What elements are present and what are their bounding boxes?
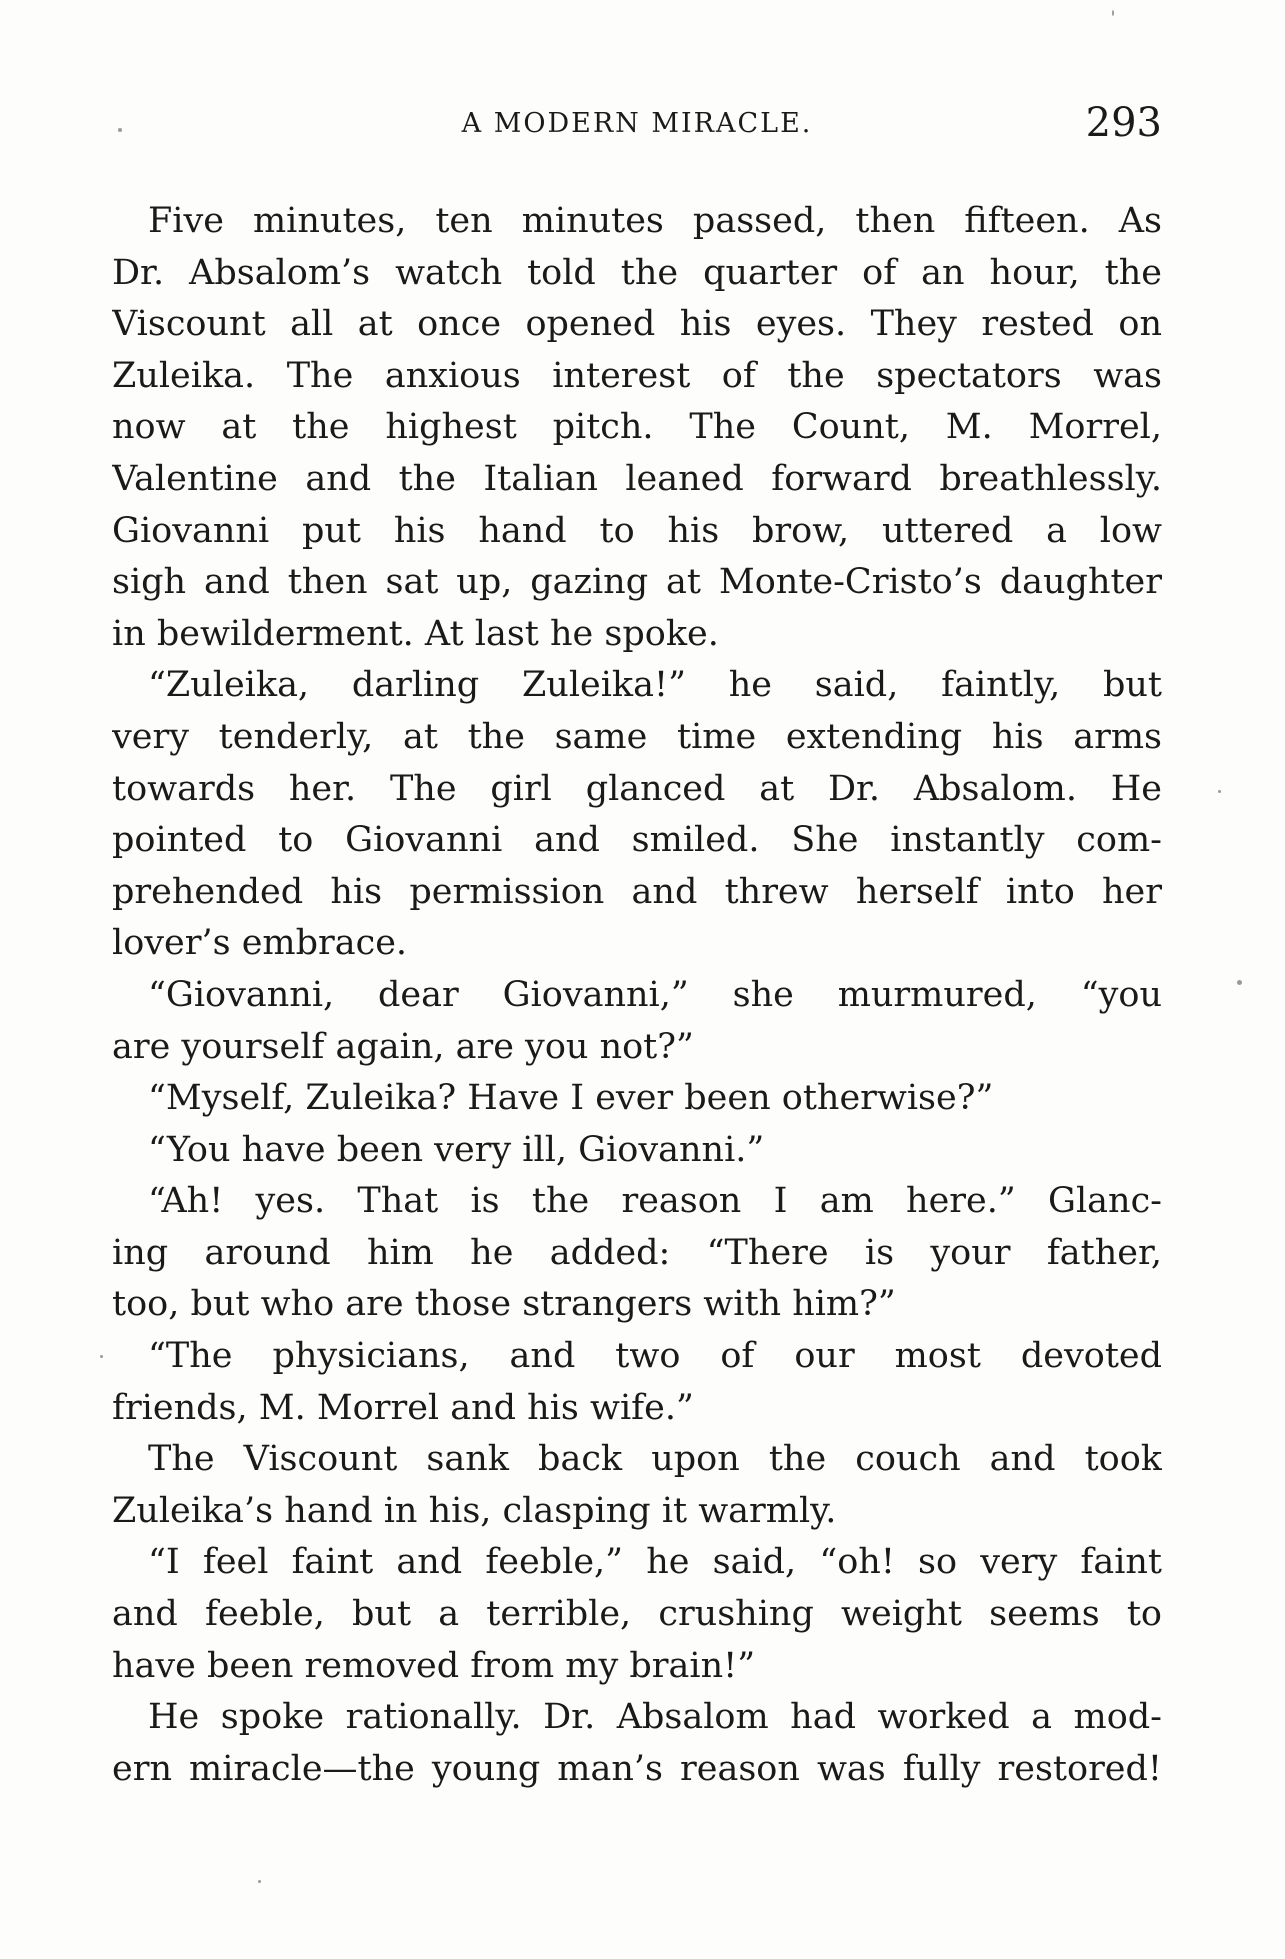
page-number: 293	[1085, 100, 1162, 146]
text-line: “Myself, Zuleika? Have I ever been otherwise?”	[148, 1078, 994, 1119]
text-line: friends, M. Morrel and his wife.”	[112, 1387, 694, 1428]
paper-speck	[258, 1880, 261, 1883]
text-line: “The physicians, and two of our most devoted	[148, 1336, 1162, 1377]
text-line: “Zuleika, darling Zuleika!” he said, faintly, but	[148, 665, 1162, 706]
text-line: “You have been very ill, Giovanni.”	[148, 1129, 765, 1170]
text-line: sigh and then sat up, gazing at Monte-Cristo’s daughter	[112, 562, 1162, 603]
text-line: He spoke rationally. Dr. Absalom had worked a mod-	[148, 1697, 1162, 1738]
text-line: Valentine and the Italian leaned forward breathlessly.	[112, 458, 1162, 499]
text-line: Five minutes, ten minutes passed, then fifteen. As	[148, 201, 1162, 241]
text-line: pointed to Giovanni and smiled. She instantly com-	[112, 820, 1162, 861]
text-line: “Giovanni, dear Giovanni,” she murmured, “you	[148, 974, 1162, 1015]
text-line: “Ah! yes. That is the reason I am here.” Glanc-	[148, 1181, 1162, 1222]
paper-speck	[1218, 790, 1221, 793]
running-title: A MODERN MIRACLE.	[461, 108, 813, 139]
paper-speck	[1237, 980, 1242, 985]
text-line: too, but who are those strangers with him?”	[112, 1284, 896, 1325]
text-line: are yourself again, are you not?”	[112, 1026, 694, 1067]
text-line: now at the highest pitch. The Count, M. Morrel,	[112, 407, 1162, 448]
text-line: Zuleika’s hand in his, clasping it warmly.	[112, 1490, 837, 1531]
paper-speck	[100, 1355, 103, 1358]
running-head	[112, 100, 1162, 150]
text-line: “I feel faint and feeble,” he said, “oh! so very faint	[148, 1542, 1162, 1583]
text-line: lover’s embrace.	[112, 923, 408, 964]
text-line: ing around him he added: “There is your father,	[112, 1232, 1162, 1273]
text-line: in bewilderment. At last he spoke.	[112, 613, 719, 654]
body-text	[112, 196, 1162, 1795]
text-line: Viscount all at once opened his eyes. They rested on	[112, 304, 1162, 345]
text-line: and feeble, but a terrible, crushing weight seems to	[112, 1594, 1162, 1635]
text-line: ern miracle—the young man’s reason was fully restored!	[112, 1748, 1162, 1789]
text-line: Dr. Absalom’s watch told the quarter of an hour, the	[112, 252, 1162, 293]
text-line: Giovanni put his hand to his brow, uttered a low	[112, 510, 1162, 551]
text-line: The Viscount sank back upon the couch and took	[148, 1439, 1162, 1480]
text-line: have been removed from my brain!”	[112, 1645, 756, 1686]
text-line: very tenderly, at the same time extending his arms	[112, 716, 1162, 757]
text-line: towards her. The girl glanced at Dr. Absalom. He	[112, 768, 1162, 809]
paper-speck	[118, 128, 122, 132]
text-line: Zuleika. The anxious interest of the spectators was	[112, 355, 1162, 396]
text-line: prehended his permission and threw herself into her	[112, 871, 1162, 912]
paper-speck	[1112, 10, 1114, 16]
